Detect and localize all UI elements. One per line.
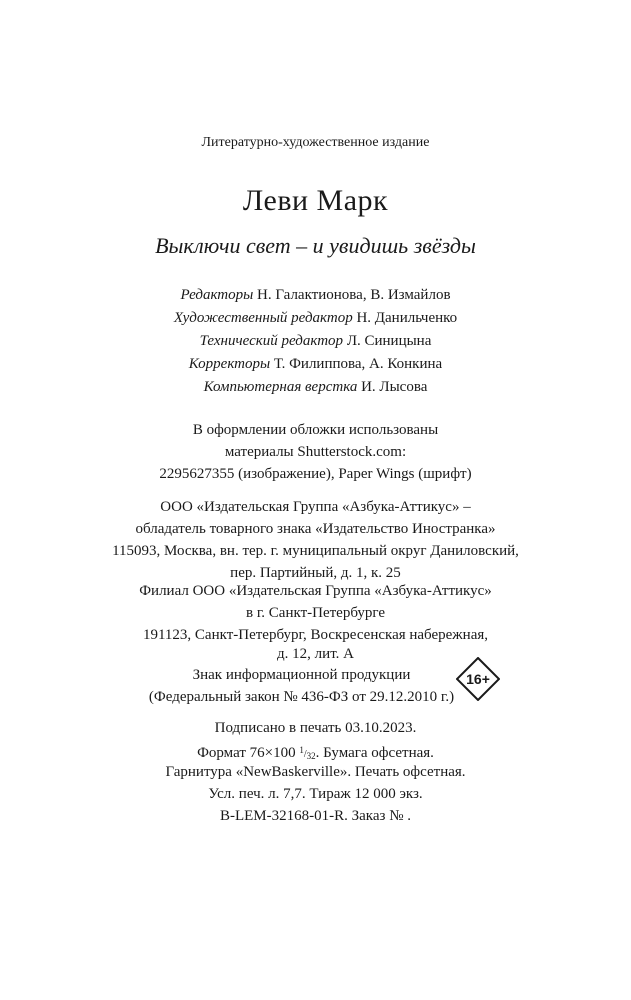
age-rating-text: 16+ bbox=[466, 671, 490, 687]
sheets-line: Усл. печ. л. 7,7. Тираж 12 000 экз. bbox=[208, 786, 423, 802]
credit-role: Компьютерная верстка bbox=[203, 379, 358, 395]
credit-role: Технический редактор bbox=[199, 333, 344, 349]
age-rating-badge bbox=[456, 657, 500, 701]
info-sign-law: (Федеральный закон № 436-ФЗ от 29.12.2010 г.) bbox=[148, 689, 455, 705]
branch-line: в г. Санкт-Петербурге bbox=[246, 605, 385, 621]
credit-role: Корректоры bbox=[188, 356, 271, 372]
format-denominator: 32 bbox=[306, 751, 316, 761]
info-sign-label: Знак информационной продукции bbox=[192, 667, 411, 683]
branch-line: 191123, Санкт-Петербург, Воскресенская набережная, bbox=[142, 627, 489, 643]
credit-editors bbox=[0, 284, 631, 306]
cover-credits-line: В оформлении обложки использованы bbox=[192, 422, 439, 438]
branch-line: Филиал ООО «Издательская Группа «Азбука-Аттикус» bbox=[139, 583, 492, 599]
credit-role: Редакторы bbox=[180, 287, 254, 303]
format-suffix: . Бумага офсетная. bbox=[315, 745, 434, 761]
format-prefix: Формат 76×100 bbox=[197, 745, 296, 761]
credit-proofreaders bbox=[0, 353, 631, 375]
credit-names: И. Лысова bbox=[361, 379, 428, 395]
publisher-line: пер. Партийный, д. 1, к. 25 bbox=[230, 565, 401, 581]
credit-names: Н. Галактионова, В. Измайлов bbox=[257, 287, 451, 303]
branch-line: д. 12, лит. А bbox=[277, 646, 354, 662]
publisher-line: 115093, Москва, вн. тер. г. муниципальный округ Даниловский, bbox=[112, 543, 519, 559]
publisher-line: ООО «Издательская Группа «Азбука-Аттикус» – bbox=[160, 499, 471, 515]
format-numerator: 1 bbox=[299, 745, 304, 755]
order-line: B-LEM-32168-01-R. Заказ № . bbox=[219, 808, 412, 824]
credit-role: Художественный редактор bbox=[173, 310, 353, 326]
credit-tech-editor bbox=[0, 330, 631, 352]
credit-names: Л. Синицына bbox=[346, 333, 432, 349]
publisher-line: обладатель товарного знака «Издательство Иностранка» bbox=[135, 521, 496, 537]
format-fraction: $^1/_{32}$ bbox=[299, 745, 316, 761]
book-title: Выключи свет – и увидишь звёзды bbox=[155, 233, 476, 258]
credit-layout bbox=[0, 376, 631, 398]
signed-for-print: Подписано в печать 03.10.2023. bbox=[214, 720, 417, 736]
cover-credits-line: 2295627355 (изображение), Paper Wings (шрифт) bbox=[159, 466, 472, 482]
credit-names: Н. Данильченко bbox=[356, 310, 458, 326]
author-name: Леви Марк bbox=[242, 184, 389, 217]
credit-names: Т. Филиппова, А. Конкина bbox=[273, 356, 443, 372]
cover-credits-line: материалы Shutterstock.com: bbox=[224, 444, 407, 460]
credit-art-editor bbox=[0, 307, 631, 329]
edition-type: Литературно-художественное издание bbox=[201, 135, 430, 150]
typeface-line: Гарнитура «NewBaskerville». Печать офсетная. bbox=[165, 764, 466, 780]
